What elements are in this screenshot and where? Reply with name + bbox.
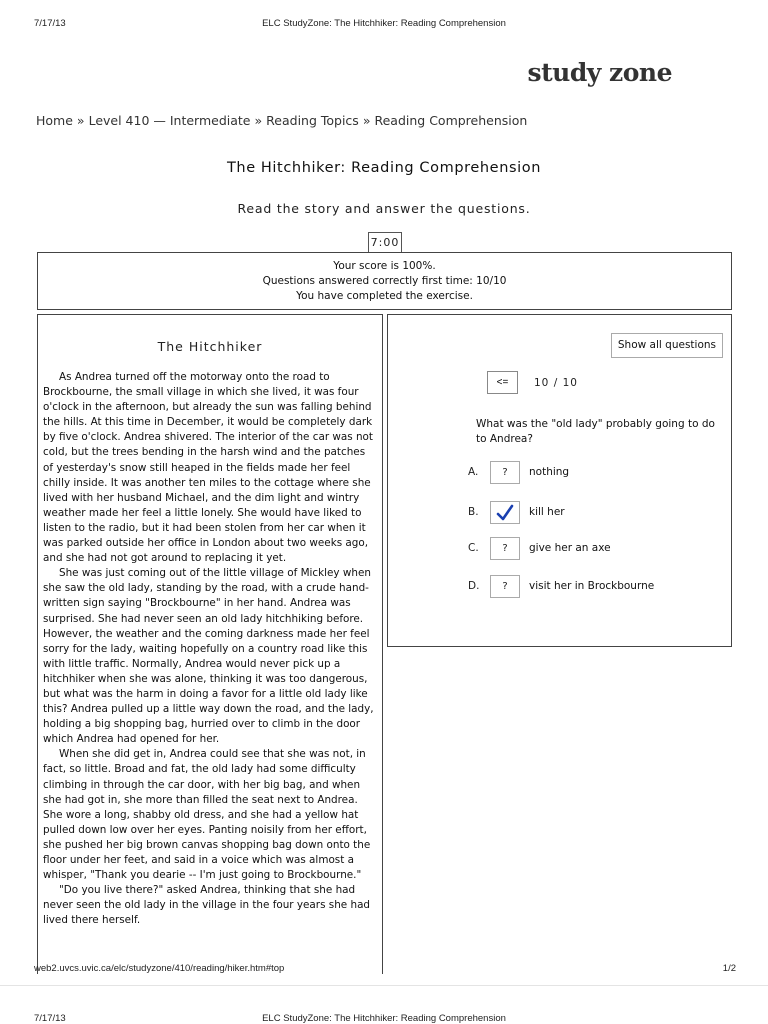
print-date: 7/17/13 bbox=[34, 18, 66, 29]
option-text: kill her bbox=[529, 506, 565, 518]
breadcrumb bbox=[36, 113, 527, 128]
show-all-questions-button[interactable]: Show all questions bbox=[611, 333, 723, 358]
option-text: give her an axe bbox=[529, 542, 611, 554]
answer-button-a[interactable]: ? bbox=[490, 461, 520, 484]
breadcrumb-current[interactable]: Reading Comprehension bbox=[374, 113, 528, 128]
print-url: web2.uvcs.uvic.ca/elc/studyzone/410/reading/hiker.htm#top bbox=[34, 963, 285, 974]
question-counter: 10 / 10 bbox=[534, 377, 578, 389]
score-percent: Your score is 100%. bbox=[333, 260, 436, 272]
print-title: ELC StudyZone: The Hitchhiker: Reading Comprehension bbox=[262, 18, 506, 29]
option-text: nothing bbox=[529, 466, 570, 478]
option-letter: B. bbox=[468, 506, 479, 518]
score-complete-message: You have completed the exercise. bbox=[296, 290, 473, 302]
story-paragraph: As Andrea turned off the motorway onto the road to Brockbourne, the small village in which she lived, it was four o'clock in the afternoon, but already the sun was falling behind the hills. At this time in December, it would be completely dark by five o'clock. Andrea shivered. The interior of the car was not cold, but the trees bending in the harsh wind and the patches of yesterday's snow still heaped in the fields made her feel chilly inside. It was another ten miles to the cottage where she lived with her husband Michael, and the dim light and wintry weather made her feel a little lonely. She would have liked to listen to the radio, but it had been stolen from her car when it was parked outside her office in London about two weeks ago, and she had not got around to replacing it yet. bbox=[43, 371, 373, 565]
quiz-panel bbox=[387, 314, 732, 647]
print-title: ELC StudyZone: The Hitchhiker: Reading Comprehension bbox=[262, 1013, 506, 1024]
story-text bbox=[38, 370, 382, 928]
answer-option-a bbox=[468, 461, 718, 485]
breadcrumb-level[interactable]: Level 410 — Intermediate bbox=[88, 113, 251, 128]
breadcrumb-separator: » bbox=[254, 113, 263, 128]
checkmark-icon bbox=[495, 504, 515, 522]
score-first-time: Questions answered correctly first time: 10/10 bbox=[262, 275, 507, 287]
site-logo[interactable]: study zone bbox=[527, 58, 672, 87]
breadcrumb-home[interactable]: Home bbox=[36, 113, 73, 128]
answer-option-b bbox=[468, 501, 718, 525]
option-letter: C. bbox=[468, 542, 479, 554]
timer: 7:00 bbox=[368, 232, 402, 252]
story-title: The Hitchhiker bbox=[157, 339, 263, 354]
option-letter: D. bbox=[468, 580, 480, 592]
print-page-number: 1/2 bbox=[722, 963, 736, 974]
story-paragraph: When she did get in, Andrea could see that she was not, in fact, so little. Broad and fat, the old lady had some difficulty climbing in through the car door, with her big bag, and when she had got in, she more than filled the seat next to Andrea. She wore a long, shabby old dress, and she had a yellow hat pulled down low over her eyes. Panting noisily from her effort, she pushed her big brown canvas shopping bag down onto the floor under her feet, and said in a voice which was almost a whisper, "Thank you dearie -- I'm just going to Brockbourne." bbox=[43, 748, 371, 882]
breadcrumb-topics[interactable]: Reading Topics bbox=[266, 113, 359, 128]
option-letter: A. bbox=[468, 466, 479, 478]
answer-button-b[interactable] bbox=[490, 501, 520, 524]
story-paragraph: "Do you live there?" asked Andrea, thinking that she had never seen the old lady in the village in the four years she had lived there herself. bbox=[43, 884, 371, 927]
breadcrumb-separator: » bbox=[76, 113, 85, 128]
instructions: Read the story and answer the questions. bbox=[237, 201, 531, 216]
breadcrumb-separator: » bbox=[362, 113, 371, 128]
story-paragraph: She was just coming out of the little village of Mickley when she saw the old lady, standing by the road, with a crude hand-written sign saying "Brockbourne" in her hand. Andrea was surprised. She had never seen an old lady hitchhiking before. However, the weather and the coming darkness made her feel sorry for the lady, waiting hopefully on a country road like this with little traffic. Normally, Andrea would never pick up a hitchhiker when she was alone, thinking it was too dangerous, but what was the harm in doing a favor for a little old lady like this? Andrea pulled up a little way down the road, and the lady, holding a big shopping bag, hurried over to climb in the door which Andrea had opened for her. bbox=[43, 567, 374, 746]
print-date: 7/17/13 bbox=[34, 1013, 66, 1024]
page-divider bbox=[0, 985, 768, 986]
page-title: The Hitchhiker: Reading Comprehension bbox=[226, 160, 542, 176]
story-panel[interactable] bbox=[37, 314, 383, 974]
answer-button-d[interactable]: ? bbox=[490, 575, 520, 598]
answer-option-c bbox=[468, 537, 718, 561]
score-panel bbox=[37, 252, 732, 310]
answer-button-c[interactable]: ? bbox=[490, 537, 520, 560]
question-text: What was the "old lady" probably going to do to Andrea? bbox=[476, 418, 715, 445]
previous-question-button[interactable]: <= bbox=[487, 371, 518, 394]
answer-option-d bbox=[468, 575, 718, 599]
option-text: visit her in Brockbourne bbox=[529, 580, 655, 592]
